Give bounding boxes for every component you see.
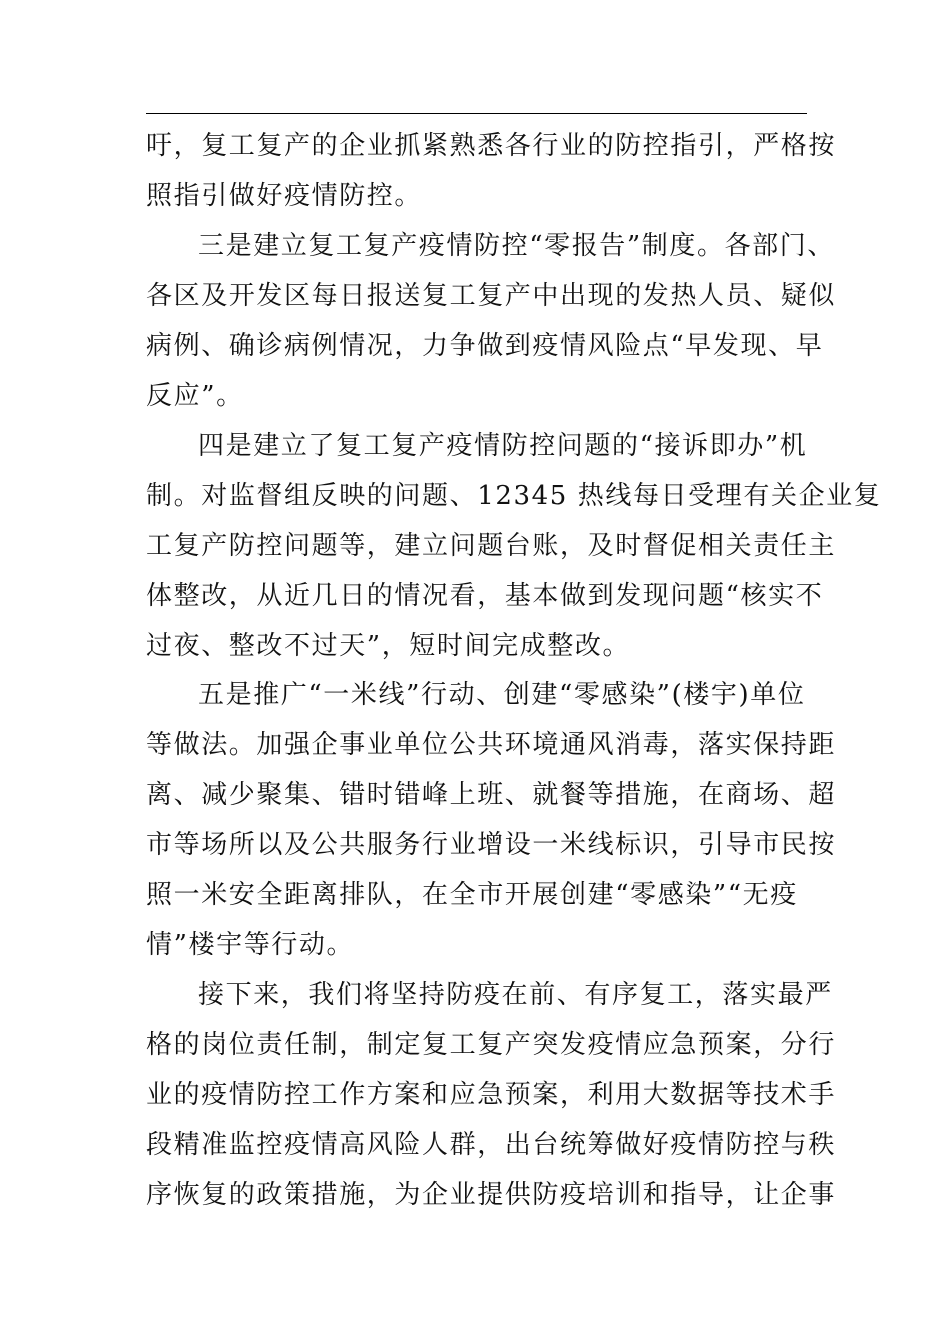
text-line: 序恢复的政策措施，为企业提供防疫培训和指导，让企事 xyxy=(146,1180,837,1210)
text-line: 照一米安全距离排队，在全市开展创建“零感染”“无疫 xyxy=(146,880,798,910)
text-line: 等做法。加强企事业单位公共环境通风消毒，落实保持距 xyxy=(146,730,837,760)
text-line: 照指引做好疫情防控。 xyxy=(146,181,423,211)
text-line: 体整改，从近几日的情况看，基本做到发现问题“核实不 xyxy=(146,581,824,611)
text-line: 业的疫情防控工作方案和应急预案，利用大数据等技术手 xyxy=(146,1080,837,1110)
text-line: 反应”。 xyxy=(146,381,244,411)
text-line: 格的岗位责任制，制定复工复产突发疫情应急预案，分行 xyxy=(146,1030,837,1060)
text-line: 制。对监督组反映的问题、12345 热线每日受理有关企业复 xyxy=(146,481,882,511)
paragraph-first-line: 四是建立了复工复产疫情防控问题的“接诉即办”机 xyxy=(198,431,808,461)
text-line: 病例、确诊病例情况，力争做到疫情风险点“早发现、早 xyxy=(146,331,824,361)
text-line: 段精准监控疫情高风险人群，出台统筹做好疫情防控与秩 xyxy=(146,1130,837,1160)
text-line: 过夜、整改不过天”，短时间完成整改。 xyxy=(146,631,631,661)
text-line: 离、减少聚集、错时错峰上班、就餐等措施，在商场、超 xyxy=(146,780,837,810)
text-line: 吁，复工复产的企业抓紧熟悉各行业的防控指引，严格按 xyxy=(146,131,837,161)
header-rule xyxy=(146,113,807,114)
text-line: 各区及开发区每日报送复工复产中出现的发热人员、疑似 xyxy=(146,281,837,311)
text-line: 市等场所以及公共服务行业增设一米线标识，引导市民按 xyxy=(146,830,837,860)
text-line: 情”楼宇等行动。 xyxy=(146,930,355,960)
paragraph-first-line: 五是推广“一米线”行动、创建“零感染”(楼宇)单位 xyxy=(198,680,806,710)
text-line: 工复产防控问题等，建立问题台账，及时督促相关责任主 xyxy=(146,531,837,561)
paragraph-first-line: 三是建立复工复产疫情防控“零报告”制度。各部门、 xyxy=(198,231,835,261)
paragraph-first-line: 接下来，我们将坚持防疫在前、有序复工，落实最严 xyxy=(198,980,833,1010)
